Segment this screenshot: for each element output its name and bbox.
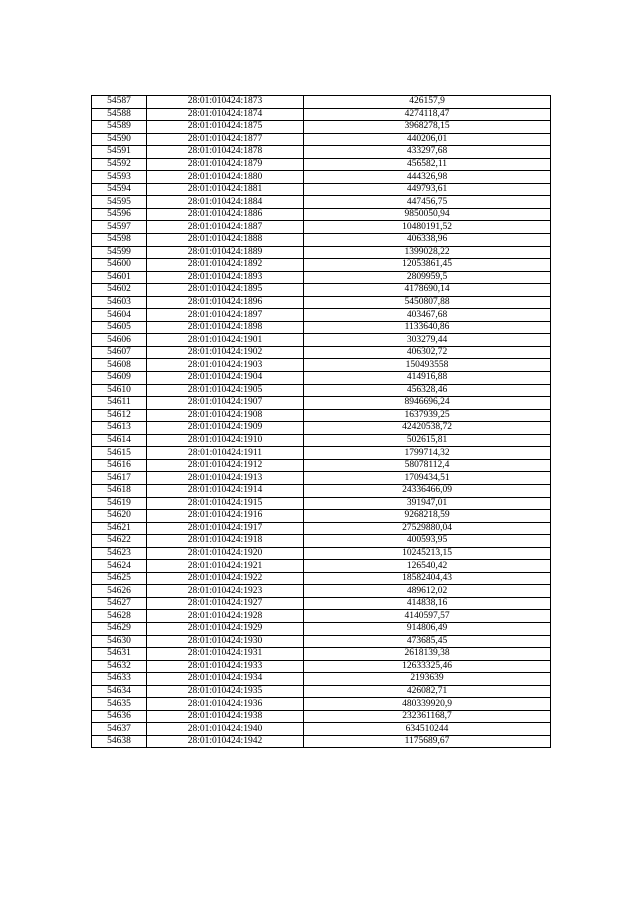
table-row — [92, 610, 551, 623]
row-number-cell: 54638 — [92, 735, 147, 748]
cadastral-number-cell: 28:01:010424:1888 — [147, 234, 304, 247]
cadastral-number-cell: 28:01:010424:1930 — [147, 635, 304, 648]
value-cell: 456328,46 — [304, 384, 551, 397]
table-row — [92, 334, 551, 347]
value-cell: 440206,01 — [304, 133, 551, 146]
value-cell: 406338,96 — [304, 234, 551, 247]
table-row — [92, 622, 551, 635]
row-number-cell: 54604 — [92, 309, 147, 322]
value-cell: 391947,01 — [304, 497, 551, 510]
cadastral-number-cell: 28:01:010424:1940 — [147, 723, 304, 736]
value-cell: 447456,75 — [304, 196, 551, 209]
table-row — [92, 597, 551, 610]
cadastral-number-cell: 28:01:010424:1909 — [147, 422, 304, 435]
cadastral-number-cell: 28:01:010424:1931 — [147, 648, 304, 661]
table-row — [92, 146, 551, 159]
cadastral-number-cell: 28:01:010424:1912 — [147, 459, 304, 472]
table-row — [92, 284, 551, 297]
table-row — [92, 685, 551, 698]
table-row — [92, 635, 551, 648]
cadastral-number-cell: 28:01:010424:1878 — [147, 146, 304, 159]
value-cell: 4274118,47 — [304, 108, 551, 121]
cadastral-number-cell: 28:01:010424:1907 — [147, 397, 304, 410]
cadastral-number-cell: 28:01:010424:1935 — [147, 685, 304, 698]
cadastral-number-cell: 28:01:010424:1928 — [147, 610, 304, 623]
cadastral-number-cell: 28:01:010424:1897 — [147, 309, 304, 322]
value-cell: 1709434,51 — [304, 472, 551, 485]
row-number-cell: 54603 — [92, 296, 147, 309]
row-number-cell: 54619 — [92, 497, 147, 510]
value-cell: 3968278,15 — [304, 121, 551, 134]
value-cell: 914806,49 — [304, 622, 551, 635]
cadastral-number-cell: 28:01:010424:1879 — [147, 158, 304, 171]
table-row — [92, 133, 551, 146]
table-row — [92, 196, 551, 209]
table-row — [92, 522, 551, 535]
cadastral-number-cell: 28:01:010424:1929 — [147, 622, 304, 635]
value-cell: 9850050,94 — [304, 208, 551, 221]
value-cell: 4178690,14 — [304, 284, 551, 297]
row-number-cell: 54599 — [92, 246, 147, 259]
table-row — [92, 572, 551, 585]
row-number-cell: 54588 — [92, 108, 147, 121]
row-number-cell: 54598 — [92, 234, 147, 247]
table-row — [92, 484, 551, 497]
row-number-cell: 54594 — [92, 183, 147, 196]
table-row — [92, 735, 551, 748]
row-number-cell: 54625 — [92, 572, 147, 585]
row-number-cell: 54592 — [92, 158, 147, 171]
table-row — [92, 321, 551, 334]
row-number-cell: 54606 — [92, 334, 147, 347]
cadastral-number-cell: 28:01:010424:1903 — [147, 359, 304, 372]
row-number-cell: 54621 — [92, 522, 147, 535]
table-row — [92, 723, 551, 736]
value-cell: 10480191,52 — [304, 221, 551, 234]
value-cell: 1799714,32 — [304, 447, 551, 460]
table-row — [92, 359, 551, 372]
row-number-cell: 54628 — [92, 610, 147, 623]
table-row — [92, 547, 551, 560]
row-number-cell: 54618 — [92, 484, 147, 497]
cadastral-number-cell: 28:01:010424:1874 — [147, 108, 304, 121]
table-row — [92, 346, 551, 359]
table-row — [92, 447, 551, 460]
value-cell: 502615,81 — [304, 434, 551, 447]
cadastral-number-cell: 28:01:010424:1933 — [147, 660, 304, 673]
table-row — [92, 660, 551, 673]
value-cell: 456582,11 — [304, 158, 551, 171]
value-cell: 449793,61 — [304, 183, 551, 196]
row-number-cell: 54629 — [92, 622, 147, 635]
cadastral-number-cell: 28:01:010424:1936 — [147, 698, 304, 711]
value-cell: 42420538,72 — [304, 422, 551, 435]
table-row — [92, 585, 551, 598]
row-number-cell: 54591 — [92, 146, 147, 159]
table-row — [92, 234, 551, 247]
value-cell: 1399028,22 — [304, 246, 551, 259]
cadastral-number-cell: 28:01:010424:1893 — [147, 271, 304, 284]
value-cell: 433297,68 — [304, 146, 551, 159]
table-row — [92, 409, 551, 422]
value-cell: 5450807,88 — [304, 296, 551, 309]
cadastral-number-cell: 28:01:010424:1898 — [147, 321, 304, 334]
row-number-cell: 54600 — [92, 259, 147, 272]
value-cell: 2809959,5 — [304, 271, 551, 284]
cadastral-number-cell: 28:01:010424:1916 — [147, 510, 304, 523]
row-number-cell: 54635 — [92, 698, 147, 711]
row-number-cell: 54597 — [92, 221, 147, 234]
value-cell: 2193639 — [304, 673, 551, 686]
value-cell: 150493558 — [304, 359, 551, 372]
cadastral-number-cell: 28:01:010424:1915 — [147, 497, 304, 510]
row-number-cell: 54634 — [92, 685, 147, 698]
cadastral-number-cell: 28:01:010424:1942 — [147, 735, 304, 748]
value-cell: 444326,98 — [304, 171, 551, 184]
row-number-cell: 54611 — [92, 397, 147, 410]
value-cell: 634510244 — [304, 723, 551, 736]
row-number-cell: 54637 — [92, 723, 147, 736]
row-number-cell: 54605 — [92, 321, 147, 334]
cadastral-number-cell: 28:01:010424:1904 — [147, 372, 304, 385]
row-number-cell: 54608 — [92, 359, 147, 372]
row-number-cell: 54607 — [92, 346, 147, 359]
table-row — [92, 372, 551, 385]
table-row — [92, 259, 551, 272]
value-cell: 414916,88 — [304, 372, 551, 385]
cadastral-number-cell: 28:01:010424:1911 — [147, 447, 304, 460]
row-number-cell: 54612 — [92, 409, 147, 422]
table-body — [92, 96, 551, 748]
cadastral-value-table — [91, 95, 551, 748]
value-cell: 58078112,4 — [304, 459, 551, 472]
cadastral-number-cell: 28:01:010424:1922 — [147, 572, 304, 585]
table-row — [92, 158, 551, 171]
cadastral-number-cell: 28:01:010424:1892 — [147, 259, 304, 272]
cadastral-number-cell: 28:01:010424:1884 — [147, 196, 304, 209]
table-row — [92, 497, 551, 510]
cadastral-number-cell: 28:01:010424:1877 — [147, 133, 304, 146]
table-row — [92, 510, 551, 523]
table-row — [92, 472, 551, 485]
value-cell: 426082,71 — [304, 685, 551, 698]
row-number-cell: 54595 — [92, 196, 147, 209]
table-row — [92, 535, 551, 548]
table-row — [92, 698, 551, 711]
cadastral-number-cell: 28:01:010424:1901 — [147, 334, 304, 347]
table-row — [92, 422, 551, 435]
value-cell: 1175689,67 — [304, 735, 551, 748]
row-number-cell: 54615 — [92, 447, 147, 460]
row-number-cell: 54627 — [92, 597, 147, 610]
value-cell: 489612,02 — [304, 585, 551, 598]
table-row — [92, 221, 551, 234]
table-row — [92, 108, 551, 121]
row-number-cell: 54632 — [92, 660, 147, 673]
row-number-cell: 54587 — [92, 96, 147, 109]
value-cell: 414838,16 — [304, 597, 551, 610]
row-number-cell: 54626 — [92, 585, 147, 598]
table-row — [92, 183, 551, 196]
row-number-cell: 54609 — [92, 372, 147, 385]
cadastral-number-cell: 28:01:010424:1920 — [147, 547, 304, 560]
cadastral-number-cell: 28:01:010424:1880 — [147, 171, 304, 184]
cadastral-number-cell: 28:01:010424:1873 — [147, 96, 304, 109]
cadastral-number-cell: 28:01:010424:1918 — [147, 535, 304, 548]
cadastral-number-cell: 28:01:010424:1886 — [147, 208, 304, 221]
value-cell: 1133640,86 — [304, 321, 551, 334]
value-cell: 4140597,57 — [304, 610, 551, 623]
cadastral-number-cell: 28:01:010424:1908 — [147, 409, 304, 422]
cadastral-number-cell: 28:01:010424:1934 — [147, 673, 304, 686]
cadastral-number-cell: 28:01:010424:1927 — [147, 597, 304, 610]
row-number-cell: 54636 — [92, 710, 147, 723]
value-cell: 473685,45 — [304, 635, 551, 648]
value-cell: 1637939,25 — [304, 409, 551, 422]
value-cell: 406302,72 — [304, 346, 551, 359]
row-number-cell: 54617 — [92, 472, 147, 485]
table-row — [92, 560, 551, 573]
table-row — [92, 384, 551, 397]
row-number-cell: 54624 — [92, 560, 147, 573]
cadastral-number-cell: 28:01:010424:1910 — [147, 434, 304, 447]
table-row — [92, 648, 551, 661]
value-cell: 400593,95 — [304, 535, 551, 548]
table-row — [92, 710, 551, 723]
row-number-cell: 54590 — [92, 133, 147, 146]
value-cell: 303279,44 — [304, 334, 551, 347]
cadastral-number-cell: 28:01:010424:1917 — [147, 522, 304, 535]
cadastral-number-cell: 28:01:010424:1902 — [147, 346, 304, 359]
cadastral-number-cell: 28:01:010424:1905 — [147, 384, 304, 397]
row-number-cell: 54589 — [92, 121, 147, 134]
table-row — [92, 459, 551, 472]
table-row — [92, 96, 551, 109]
value-cell: 232361168,7 — [304, 710, 551, 723]
value-cell: 480339920,9 — [304, 698, 551, 711]
cadastral-number-cell: 28:01:010424:1923 — [147, 585, 304, 598]
row-number-cell: 54613 — [92, 422, 147, 435]
cadastral-number-cell: 28:01:010424:1887 — [147, 221, 304, 234]
table-row — [92, 246, 551, 259]
row-number-cell: 54631 — [92, 648, 147, 661]
row-number-cell: 54630 — [92, 635, 147, 648]
value-cell: 18582404,43 — [304, 572, 551, 585]
cadastral-number-cell: 28:01:010424:1896 — [147, 296, 304, 309]
row-number-cell: 54601 — [92, 271, 147, 284]
value-cell: 9268218,59 — [304, 510, 551, 523]
row-number-cell: 54616 — [92, 459, 147, 472]
value-cell: 2618139,38 — [304, 648, 551, 661]
table-row — [92, 309, 551, 322]
row-number-cell: 54596 — [92, 208, 147, 221]
table-row — [92, 208, 551, 221]
table-row — [92, 296, 551, 309]
table-row — [92, 271, 551, 284]
table-row — [92, 673, 551, 686]
row-number-cell: 54620 — [92, 510, 147, 523]
value-cell: 10245213,15 — [304, 547, 551, 560]
row-number-cell: 54593 — [92, 171, 147, 184]
value-cell: 426157,9 — [304, 96, 551, 109]
table-row — [92, 171, 551, 184]
cadastral-number-cell: 28:01:010424:1938 — [147, 710, 304, 723]
cadastral-number-cell: 28:01:010424:1881 — [147, 183, 304, 196]
value-cell: 12053861,45 — [304, 259, 551, 272]
cadastral-number-cell: 28:01:010424:1913 — [147, 472, 304, 485]
row-number-cell: 54622 — [92, 535, 147, 548]
value-cell: 8946696,24 — [304, 397, 551, 410]
cadastral-number-cell: 28:01:010424:1875 — [147, 121, 304, 134]
row-number-cell: 54623 — [92, 547, 147, 560]
row-number-cell: 54614 — [92, 434, 147, 447]
cadastral-number-cell: 28:01:010424:1895 — [147, 284, 304, 297]
value-cell: 12633325,46 — [304, 660, 551, 673]
row-number-cell: 54602 — [92, 284, 147, 297]
table-row — [92, 121, 551, 134]
table-row — [92, 434, 551, 447]
row-number-cell: 54610 — [92, 384, 147, 397]
row-number-cell: 54633 — [92, 673, 147, 686]
value-cell: 126540,42 — [304, 560, 551, 573]
table-row — [92, 397, 551, 410]
cadastral-number-cell: 28:01:010424:1921 — [147, 560, 304, 573]
value-cell: 403467,68 — [304, 309, 551, 322]
value-cell: 27529880,04 — [304, 522, 551, 535]
cadastral-number-cell: 28:01:010424:1889 — [147, 246, 304, 259]
value-cell: 24336466,09 — [304, 484, 551, 497]
cadastral-number-cell: 28:01:010424:1914 — [147, 484, 304, 497]
